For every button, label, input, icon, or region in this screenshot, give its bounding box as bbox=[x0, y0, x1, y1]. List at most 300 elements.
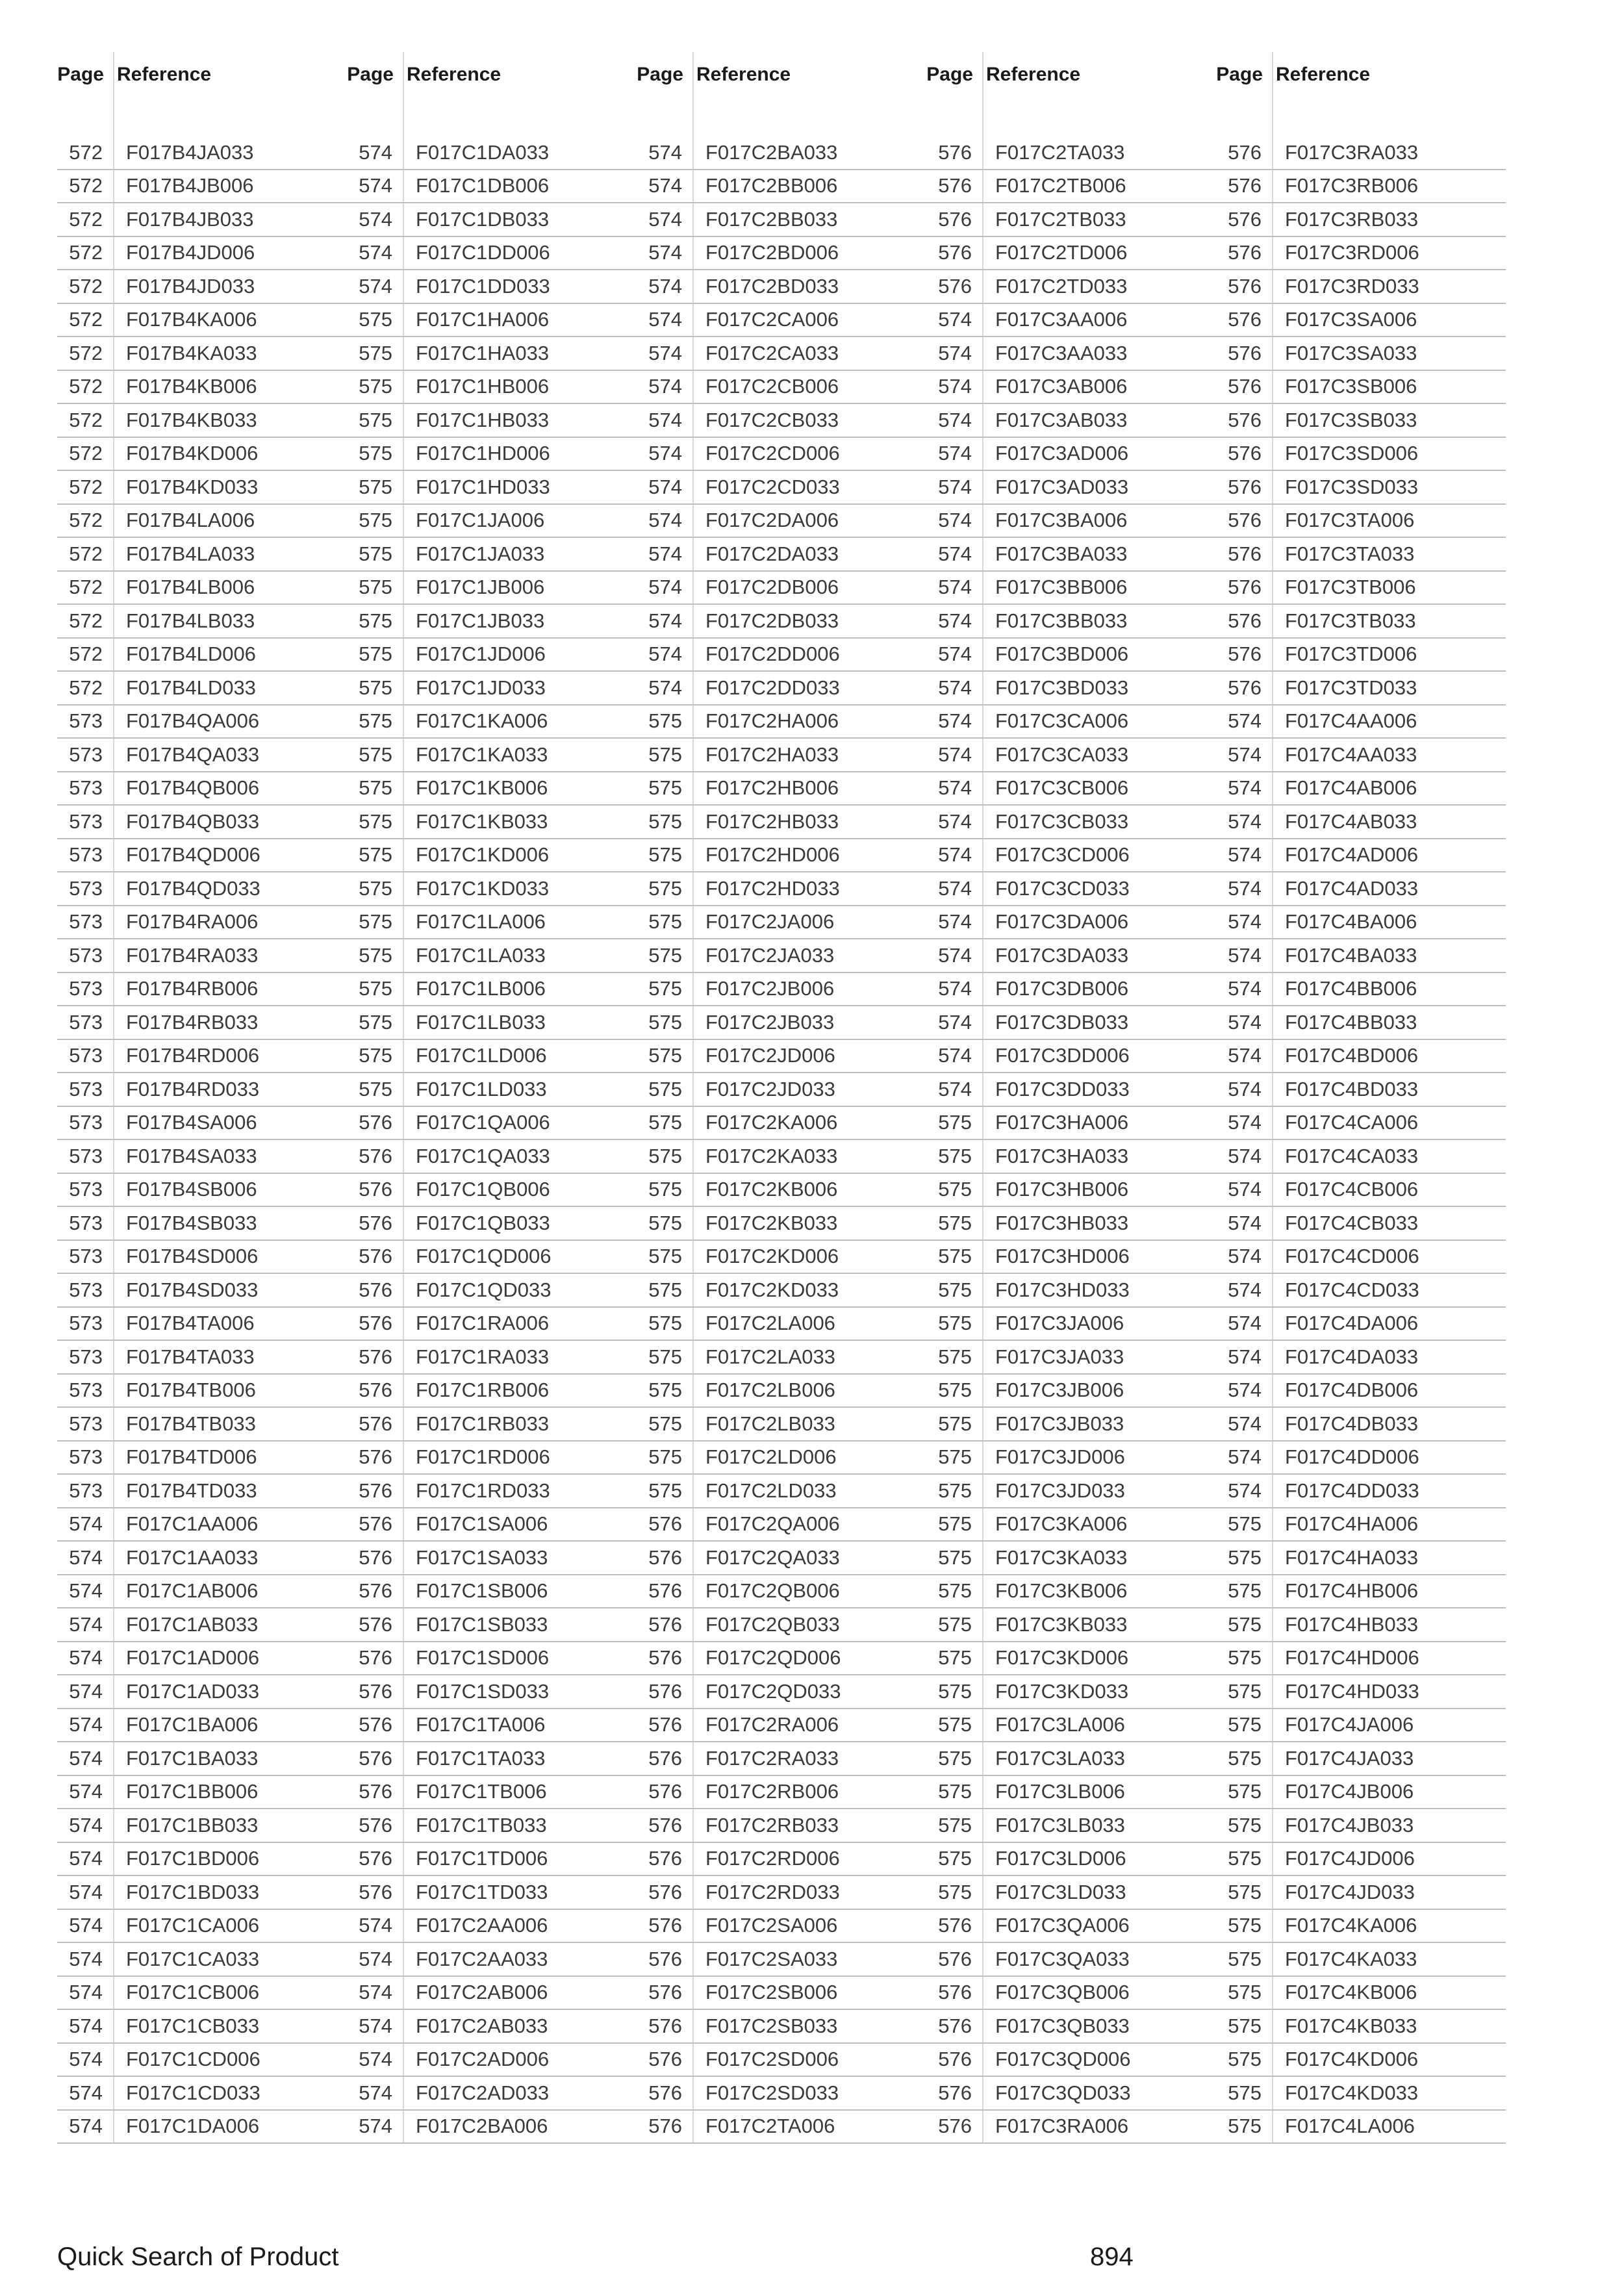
page-cell: 574 bbox=[1228, 709, 1262, 733]
reference-cell: F017C2KB006 bbox=[705, 1178, 838, 1201]
page-cell: 576 bbox=[359, 1445, 392, 1469]
table-row bbox=[57, 1308, 347, 1341]
reference-cell: F017B4JB033 bbox=[126, 207, 254, 231]
reference-cell: F017C1KB006 bbox=[416, 776, 548, 800]
page-cell: 576 bbox=[938, 2048, 972, 2071]
reference-cell: F017C2CD033 bbox=[705, 475, 840, 498]
table-row bbox=[57, 505, 347, 539]
table-row bbox=[347, 1809, 637, 1843]
page-cell: 576 bbox=[938, 2081, 972, 2104]
page-cell: 574 bbox=[1228, 910, 1262, 934]
page-cell: 576 bbox=[648, 2081, 682, 2104]
page-cell: 574 bbox=[1228, 843, 1262, 867]
page-cell: 573 bbox=[69, 1077, 103, 1100]
page-cell: 576 bbox=[359, 1278, 392, 1301]
reference-cell: F017C3QA006 bbox=[995, 1914, 1130, 1937]
table-row bbox=[637, 304, 926, 338]
table-row bbox=[1216, 1943, 1506, 1977]
page-cell: 572 bbox=[69, 642, 103, 666]
table-row bbox=[637, 1876, 926, 1910]
table-row bbox=[57, 136, 347, 170]
page-cell: 574 bbox=[1228, 1245, 1262, 1268]
reference-cell: F017B4LB006 bbox=[126, 576, 255, 599]
page-cell: 574 bbox=[938, 1010, 972, 1034]
page-cell: 576 bbox=[648, 1813, 682, 1837]
reference-cell: F017C1JB006 bbox=[416, 576, 545, 599]
table-row bbox=[347, 939, 637, 973]
page-cell: 576 bbox=[648, 1780, 682, 1803]
reference-cell: F017C1KD033 bbox=[416, 876, 550, 900]
page-cell: 574 bbox=[69, 1713, 103, 1736]
reference-cell: F017C3KB033 bbox=[995, 1612, 1128, 1636]
table-row bbox=[57, 1843, 347, 1877]
reference-cell: F017C3BD006 bbox=[995, 642, 1129, 666]
reference-cell: F017C1DD006 bbox=[416, 241, 550, 264]
page-cell: 574 bbox=[648, 576, 682, 599]
table-row bbox=[347, 237, 637, 271]
page-cell: 575 bbox=[1228, 2048, 1262, 2071]
reference-cell: F017C4CD033 bbox=[1285, 1278, 1419, 1301]
reference-table bbox=[57, 52, 1507, 2144]
reference-cell: F017C3RA006 bbox=[995, 2115, 1129, 2138]
reference-cell: F017C3LD033 bbox=[995, 1880, 1126, 1903]
page-cell: 574 bbox=[1228, 1144, 1262, 1167]
table-row bbox=[1216, 939, 1506, 973]
page-cell: 574 bbox=[1228, 809, 1262, 833]
reference-cell: F017C1BA006 bbox=[126, 1713, 259, 1736]
reference-cell: F017C1AB033 bbox=[126, 1612, 259, 1636]
table-row bbox=[926, 672, 1216, 705]
table-row bbox=[347, 170, 637, 204]
page-cell: 574 bbox=[648, 241, 682, 264]
reference-cell: F017C4CD006 bbox=[1285, 1245, 1419, 1268]
footer-title: Quick Search of Product bbox=[57, 2243, 339, 2271]
reference-cell: F017C1SA006 bbox=[416, 1512, 548, 1536]
table-row bbox=[637, 404, 926, 438]
reference-cell: F017C4AB006 bbox=[1285, 776, 1417, 800]
table-row bbox=[926, 1308, 1216, 1341]
table-row bbox=[637, 270, 926, 304]
reference-cell: F017C2RA006 bbox=[705, 1713, 839, 1736]
reference-cell: F017C1LD006 bbox=[416, 1044, 547, 1067]
page-cell: 576 bbox=[1228, 475, 1262, 498]
table-row bbox=[637, 1475, 926, 1508]
reference-cell: F017C1AD006 bbox=[126, 1646, 260, 1670]
table-row bbox=[1216, 1608, 1506, 1642]
reference-cell: F017C4HB033 bbox=[1285, 1612, 1419, 1636]
table-row bbox=[637, 1542, 926, 1575]
table-row bbox=[926, 639, 1216, 672]
reference-cell: F017C2RB006 bbox=[705, 1780, 839, 1803]
table-row bbox=[926, 973, 1216, 1007]
page-cell: 574 bbox=[938, 408, 972, 431]
reference-cell: F017C3JA033 bbox=[995, 1345, 1124, 1368]
table-row bbox=[926, 1107, 1216, 1141]
reference-cell: F017C3TD033 bbox=[1285, 676, 1417, 699]
reference-cell: F017B4TD033 bbox=[126, 1479, 257, 1502]
page-cell: 573 bbox=[69, 1111, 103, 1134]
reference-cell: F017B4KB006 bbox=[126, 375, 257, 398]
table-row bbox=[57, 1575, 347, 1609]
reference-cell: F017C2TA033 bbox=[995, 140, 1125, 164]
reference-cell: F017C4BA033 bbox=[1285, 943, 1417, 967]
reference-cell: F017C3AD006 bbox=[995, 442, 1129, 465]
page-cell: 574 bbox=[69, 2081, 103, 2104]
reference-cell: F017B4SD033 bbox=[126, 1278, 259, 1301]
page-cell: 575 bbox=[359, 408, 392, 431]
page-cell: 574 bbox=[359, 2048, 392, 2071]
page-cell: 574 bbox=[648, 207, 682, 231]
table-row bbox=[57, 1475, 347, 1508]
page-cell: 575 bbox=[648, 1211, 682, 1234]
page-cell: 574 bbox=[69, 1512, 103, 1536]
page-cell: 574 bbox=[1228, 1479, 1262, 1502]
table-row bbox=[347, 1207, 637, 1241]
page-cell: 574 bbox=[1228, 943, 1262, 967]
reference-cell: F017C2TD006 bbox=[995, 241, 1128, 264]
reference-cell: F017C3SB033 bbox=[1285, 408, 1417, 431]
column-header bbox=[637, 52, 926, 97]
reference-cell: F017C1CA033 bbox=[126, 1947, 260, 1970]
reference-cell: F017C2LD006 bbox=[705, 1445, 837, 1469]
page-cell: 576 bbox=[648, 2014, 682, 2037]
table-row bbox=[637, 1910, 926, 1944]
table-row bbox=[1216, 203, 1506, 237]
page-cell: 574 bbox=[359, 274, 392, 298]
page-cell: 575 bbox=[359, 509, 392, 532]
reference-cell: F017C2BD006 bbox=[705, 241, 839, 264]
page-cell: 576 bbox=[648, 2115, 682, 2138]
table-row bbox=[347, 672, 637, 705]
table-row bbox=[926, 1742, 1216, 1776]
table-row bbox=[1216, 1174, 1506, 1208]
header-page: Page bbox=[637, 64, 683, 85]
table-row bbox=[57, 304, 347, 338]
reference-cell: F017C1HA033 bbox=[416, 341, 550, 364]
table-row bbox=[1216, 1140, 1506, 1174]
reference-cell: F017C1HA006 bbox=[416, 308, 550, 331]
table-row bbox=[926, 939, 1216, 973]
table-row bbox=[926, 572, 1216, 605]
page-cell: 574 bbox=[1228, 1278, 1262, 1301]
table-row bbox=[57, 1207, 347, 1241]
table-row bbox=[637, 639, 926, 672]
page-cell: 575 bbox=[648, 809, 682, 833]
table-row bbox=[926, 371, 1216, 405]
page-cell: 575 bbox=[648, 743, 682, 766]
reference-cell: F017B4TB033 bbox=[126, 1412, 256, 1435]
table-row bbox=[57, 538, 347, 572]
page-cell: 574 bbox=[648, 676, 682, 699]
reference-cell: F017C3DA006 bbox=[995, 910, 1129, 934]
table-row bbox=[1216, 772, 1506, 806]
table-row bbox=[637, 1107, 926, 1141]
reference-cell: F017C2JA033 bbox=[705, 943, 835, 967]
table-row bbox=[637, 572, 926, 605]
table-row bbox=[926, 136, 1216, 170]
table-row bbox=[637, 471, 926, 505]
table-row bbox=[347, 337, 637, 371]
table-row bbox=[1216, 1742, 1506, 1776]
reference-cell: F017C4JA006 bbox=[1285, 1713, 1414, 1736]
page-cell: 575 bbox=[359, 609, 392, 632]
reference-cell: F017C4HB006 bbox=[1285, 1579, 1419, 1603]
table-row bbox=[1216, 839, 1506, 873]
reference-cell: F017C1LA033 bbox=[416, 943, 546, 967]
table-row bbox=[1216, 1107, 1506, 1141]
page-cell: 574 bbox=[938, 1077, 972, 1100]
page-cell: 575 bbox=[938, 1813, 972, 1837]
table-row bbox=[57, 1174, 347, 1208]
table-row bbox=[347, 538, 637, 572]
reference-cell: F017C4KA033 bbox=[1285, 1947, 1417, 1970]
table-row bbox=[347, 806, 637, 839]
table-row bbox=[347, 739, 637, 772]
page-cell: 575 bbox=[648, 1445, 682, 1469]
reference-cell: F017C3JD033 bbox=[995, 1479, 1125, 1502]
page-cell: 574 bbox=[69, 1981, 103, 2004]
page-cell: 573 bbox=[69, 1245, 103, 1268]
reference-cell: F017C2QA006 bbox=[705, 1512, 840, 1536]
reference-cell: F017C4DA006 bbox=[1285, 1312, 1419, 1335]
reference-cell: F017C4KD033 bbox=[1285, 2081, 1419, 2104]
page-cell: 574 bbox=[938, 977, 972, 1000]
reference-cell: F017B4QD006 bbox=[126, 843, 260, 867]
reference-cell: F017C3AD033 bbox=[995, 475, 1129, 498]
table-row bbox=[637, 1675, 926, 1709]
reference-cell: F017C3LA033 bbox=[995, 1746, 1125, 1770]
page-cell: 574 bbox=[938, 1044, 972, 1067]
page-cell: 574 bbox=[359, 2115, 392, 2138]
table-row bbox=[347, 270, 637, 304]
reference-cell: F017C1SB006 bbox=[416, 1579, 548, 1603]
reference-cell: F017C4HA033 bbox=[1285, 1545, 1419, 1569]
page-cell: 574 bbox=[1228, 876, 1262, 900]
header-reference: Reference bbox=[407, 64, 501, 85]
reference-cell: F017C2HA033 bbox=[705, 743, 839, 766]
table-row bbox=[637, 1977, 926, 2011]
table-row bbox=[637, 872, 926, 906]
page-cell: 575 bbox=[359, 576, 392, 599]
reference-cell: F017C1DB006 bbox=[416, 174, 550, 197]
page-cell: 575 bbox=[1228, 2115, 1262, 2138]
table-row bbox=[57, 1642, 347, 1676]
reference-cell: F017C1JA006 bbox=[416, 509, 545, 532]
reference-cell: F017C1KA006 bbox=[416, 709, 548, 733]
table-row bbox=[57, 438, 347, 472]
page-cell: 575 bbox=[938, 1780, 972, 1803]
reference-cell: F017C1BB006 bbox=[126, 1780, 259, 1803]
page-cell: 576 bbox=[1228, 241, 1262, 264]
page-cell: 575 bbox=[648, 1278, 682, 1301]
page-cell: 575 bbox=[938, 1412, 972, 1435]
page-cell: 574 bbox=[938, 743, 972, 766]
reference-cell: F017C1CD006 bbox=[126, 2048, 260, 2071]
table-row bbox=[57, 1542, 347, 1575]
page-cell: 574 bbox=[648, 140, 682, 164]
page-cell: 575 bbox=[1228, 1679, 1262, 1703]
reference-cell: F017C3TB006 bbox=[1285, 576, 1416, 599]
table-row bbox=[347, 839, 637, 873]
page-cell: 576 bbox=[648, 1713, 682, 1736]
table-row bbox=[926, 1207, 1216, 1241]
reference-cell: F017C1CD033 bbox=[126, 2081, 260, 2104]
reference-cell: F017C4BD006 bbox=[1285, 1044, 1419, 1067]
reference-cell: F017B4KD033 bbox=[126, 475, 259, 498]
table-row bbox=[347, 438, 637, 472]
page-cell: 574 bbox=[648, 341, 682, 364]
table-row bbox=[347, 1742, 637, 1776]
table-row bbox=[347, 572, 637, 605]
table-row bbox=[1216, 2077, 1506, 2111]
table-row bbox=[637, 1642, 926, 1676]
table-row bbox=[57, 572, 347, 605]
page-cell: 576 bbox=[938, 140, 972, 164]
table-row bbox=[347, 1475, 637, 1508]
page-cell: 575 bbox=[938, 1379, 972, 1402]
table-row bbox=[1216, 404, 1506, 438]
header-reference: Reference bbox=[986, 64, 1081, 85]
table-row bbox=[637, 2044, 926, 2078]
table-row bbox=[1216, 170, 1506, 204]
table-row bbox=[926, 2111, 1216, 2144]
page-cell: 576 bbox=[359, 1111, 392, 1134]
reference-cell: F017C2BB033 bbox=[705, 207, 838, 231]
reference-cell: F017B4KA006 bbox=[126, 308, 257, 331]
reference-cell: F017C2LD033 bbox=[705, 1479, 837, 1502]
page-cell: 575 bbox=[938, 1144, 972, 1167]
table-row bbox=[926, 906, 1216, 940]
page-cell: 575 bbox=[359, 542, 392, 565]
table-row bbox=[57, 1742, 347, 1776]
reference-cell: F017C3SB006 bbox=[1285, 375, 1417, 398]
reference-cell: F017C3CD033 bbox=[995, 876, 1130, 900]
page-cell: 574 bbox=[1228, 1111, 1262, 1134]
table-row bbox=[1216, 872, 1506, 906]
reference-cell: F017C4BA006 bbox=[1285, 910, 1417, 934]
reference-cell: F017C1JD006 bbox=[416, 642, 546, 666]
table-row bbox=[347, 1274, 637, 1308]
page-cell: 574 bbox=[69, 1746, 103, 1770]
reference-cell: F017C2RD033 bbox=[705, 1880, 840, 1903]
page-cell: 576 bbox=[359, 1880, 392, 1903]
reference-cell: F017C4KD006 bbox=[1285, 2048, 1419, 2071]
reference-cell: F017B4QD033 bbox=[126, 876, 260, 900]
page-cell: 574 bbox=[938, 910, 972, 934]
table-row bbox=[347, 1174, 637, 1208]
table-row bbox=[926, 1608, 1216, 1642]
page-cell: 573 bbox=[69, 809, 103, 833]
reference-cell: F017B4LD006 bbox=[126, 642, 256, 666]
header-page: Page bbox=[1216, 64, 1263, 85]
table-row bbox=[347, 639, 637, 672]
reference-cell: F017C2DB006 bbox=[705, 576, 839, 599]
reference-cell: F017C1QD006 bbox=[416, 1245, 552, 1268]
reference-cell: F017B4SB006 bbox=[126, 1178, 257, 1201]
table-row bbox=[1216, 1776, 1506, 1810]
page-cell: 574 bbox=[938, 542, 972, 565]
table-row bbox=[57, 270, 347, 304]
reference-cell: F017C1SA033 bbox=[416, 1545, 548, 1569]
reference-cell: F017C1BA033 bbox=[126, 1746, 259, 1770]
reference-cell: F017C4DD033 bbox=[1285, 1479, 1419, 1502]
table-row bbox=[926, 1140, 1216, 1174]
reference-cell: F017C2KA006 bbox=[705, 1111, 838, 1134]
reference-cell: F017C1SD006 bbox=[416, 1646, 550, 1670]
reference-cell: F017B4TA006 bbox=[126, 1312, 255, 1335]
table-row bbox=[926, 839, 1216, 873]
page-cell: 575 bbox=[938, 1612, 972, 1636]
page-cell: 572 bbox=[69, 174, 103, 197]
page-cell: 574 bbox=[359, 1914, 392, 1937]
page-cell: 576 bbox=[359, 1813, 392, 1837]
table-row bbox=[926, 1910, 1216, 1944]
table-row bbox=[926, 2010, 1216, 2044]
page-cell: 576 bbox=[648, 1746, 682, 1770]
table-row bbox=[347, 2010, 637, 2044]
reference-cell: F017C1RD033 bbox=[416, 1479, 550, 1502]
page-cell: 575 bbox=[648, 1412, 682, 1435]
reference-cell: F017C3CA006 bbox=[995, 709, 1129, 733]
page-cell: 575 bbox=[359, 341, 392, 364]
table-row bbox=[637, 538, 926, 572]
table-row bbox=[1216, 270, 1506, 304]
table-row bbox=[1216, 304, 1506, 338]
page-cell: 574 bbox=[648, 442, 682, 465]
page-cell: 574 bbox=[648, 509, 682, 532]
table-row bbox=[1216, 1475, 1506, 1508]
page-cell: 576 bbox=[648, 1847, 682, 1870]
page-cell: 575 bbox=[359, 709, 392, 733]
table-row bbox=[926, 1508, 1216, 1542]
page-cell: 573 bbox=[69, 843, 103, 867]
reference-cell: F017C4BD033 bbox=[1285, 1077, 1419, 1100]
reference-cell: F017C1CA006 bbox=[126, 1914, 260, 1937]
reference-cell: F017C1LB033 bbox=[416, 1010, 546, 1034]
reference-cell: F017C3HB006 bbox=[995, 1178, 1129, 1201]
reference-cell: F017C4KB006 bbox=[1285, 1981, 1417, 2004]
table-row bbox=[1216, 906, 1506, 940]
table-row bbox=[926, 270, 1216, 304]
table-row bbox=[637, 1073, 926, 1107]
reference-cell: F017C1AA033 bbox=[126, 1545, 259, 1569]
reference-cell: F017C1TD033 bbox=[416, 1880, 548, 1903]
reference-cell: F017C1QB006 bbox=[416, 1178, 550, 1201]
page-cell: 573 bbox=[69, 943, 103, 967]
reference-cell: F017B4TB006 bbox=[126, 1379, 256, 1402]
page-cell: 575 bbox=[938, 1880, 972, 1903]
table-row bbox=[926, 1475, 1216, 1508]
page-cell: 576 bbox=[1228, 676, 1262, 699]
page-cell: 576 bbox=[1228, 308, 1262, 331]
table-row bbox=[1216, 1073, 1506, 1107]
table-row bbox=[926, 538, 1216, 572]
table-row bbox=[637, 1809, 926, 1843]
table-row bbox=[57, 1341, 347, 1375]
reference-cell: F017C2KD006 bbox=[705, 1245, 839, 1268]
reference-cell: F017C2QD006 bbox=[705, 1646, 841, 1670]
reference-cell: F017C1JD033 bbox=[416, 676, 546, 699]
reference-cell: F017C2KA033 bbox=[705, 1144, 838, 1167]
page-cell: 575 bbox=[938, 1345, 972, 1368]
reference-cell: F017C3HD033 bbox=[995, 1278, 1130, 1301]
reference-cell: F017C3BA033 bbox=[995, 542, 1128, 565]
page-cell: 575 bbox=[648, 776, 682, 800]
reference-cell: F017C3LB033 bbox=[995, 1813, 1125, 1837]
page-cell: 574 bbox=[69, 1847, 103, 1870]
reference-cell: F017C3AA006 bbox=[995, 308, 1128, 331]
page-cell: 573 bbox=[69, 776, 103, 800]
